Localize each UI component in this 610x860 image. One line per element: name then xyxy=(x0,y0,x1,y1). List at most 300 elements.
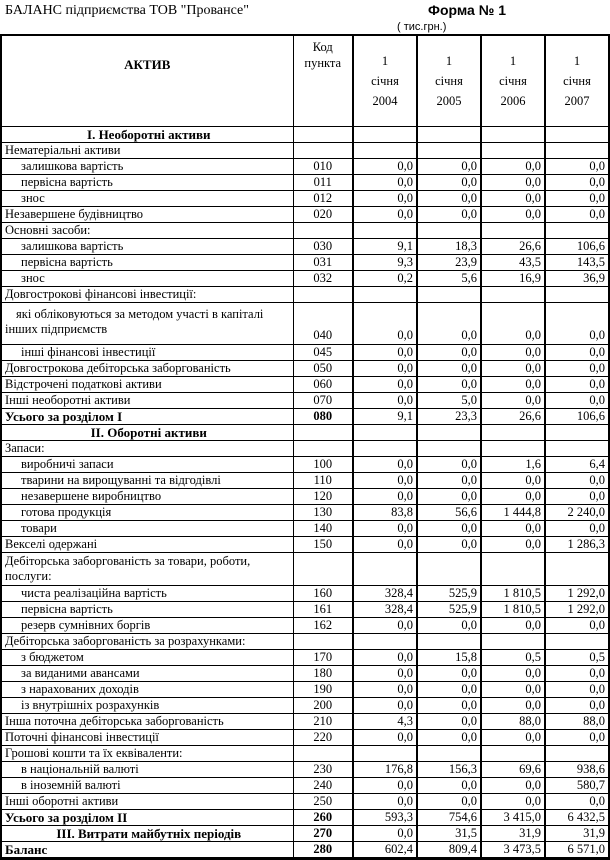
row-label: залишкова вартість xyxy=(1,239,293,255)
row-value-2006 xyxy=(481,223,545,239)
date-day: 1 xyxy=(509,54,517,68)
row-value-2004: 0,0 xyxy=(353,778,417,794)
table-row-280 xyxy=(1,842,609,859)
table-row-030 xyxy=(1,239,609,255)
row-label: Незавершене будівництво xyxy=(1,207,293,223)
row-value-2004: 9,3 xyxy=(353,255,417,271)
row-value-2004: 0,0 xyxy=(353,618,417,634)
code-header-line2: пункта xyxy=(304,56,342,70)
row-code: 030 xyxy=(293,239,353,255)
row-value-2007: 2 240,0 xyxy=(545,505,609,521)
row-value-2005: 0,0 xyxy=(417,666,481,682)
row-label: Дебіторська заборгованість за товари, роботи, послуги: xyxy=(1,553,293,586)
row-value-2006: 0,0 xyxy=(481,489,545,505)
row-value-2007 xyxy=(545,425,609,441)
row-code: 180 xyxy=(293,666,353,682)
table-header-row xyxy=(1,35,609,127)
date-year: 2005 xyxy=(436,94,462,108)
row-value-2005: 0,0 xyxy=(417,489,481,505)
row-value-2004: 0,0 xyxy=(353,794,417,810)
row-value-2006 xyxy=(481,441,545,457)
row-value-2005: 0,0 xyxy=(417,714,481,730)
row-value-2004 xyxy=(353,143,417,159)
row-label: залишкова вартість xyxy=(1,159,293,175)
row-value-2005: 156,3 xyxy=(417,762,481,778)
row-value-2006 xyxy=(481,634,545,650)
row-value-2005: 0,0 xyxy=(417,698,481,714)
table-row xyxy=(1,143,609,159)
row-label: готова продукція xyxy=(1,505,293,521)
row-value-2004: 0,0 xyxy=(353,650,417,666)
row-value-2007: 6 432,5 xyxy=(545,810,609,826)
row-label: знос xyxy=(1,191,293,207)
table-row-180 xyxy=(1,666,609,682)
row-value-2005: 5,0 xyxy=(417,393,481,409)
table-row xyxy=(1,634,609,650)
row-value-2006: 16,9 xyxy=(481,271,545,287)
row-value-2004 xyxy=(353,127,417,143)
row-value-2007: 0,0 xyxy=(545,794,609,810)
row-value-2007: 0,0 xyxy=(545,698,609,714)
table-row-031 xyxy=(1,255,609,271)
row-value-2004: 9,1 xyxy=(353,239,417,255)
row-label: первісна вартість xyxy=(1,602,293,618)
row-value-2007: 0,0 xyxy=(545,303,609,345)
row-value-2007: 106,6 xyxy=(545,239,609,255)
row-label: Основні засоби: xyxy=(1,223,293,239)
row-value-2004: 0,0 xyxy=(353,698,417,714)
row-value-2006: 26,6 xyxy=(481,239,545,255)
row-value-2006: 0,0 xyxy=(481,521,545,537)
row-value-2004: 0,0 xyxy=(353,191,417,207)
row-value-2005: 0,0 xyxy=(417,345,481,361)
row-value-2005: 31,5 xyxy=(417,826,481,842)
row-value-2004 xyxy=(353,441,417,457)
table-row-110 xyxy=(1,473,609,489)
row-code: 080 xyxy=(293,409,353,425)
table-row-260 xyxy=(1,810,609,826)
row-value-2005: 0,0 xyxy=(417,207,481,223)
row-label: первісна вартість xyxy=(1,255,293,271)
row-value-2004: 0,0 xyxy=(353,159,417,175)
row-code: 162 xyxy=(293,618,353,634)
row-label: Довгострокова дебіторська заборгованість xyxy=(1,361,293,377)
date-day: 1 xyxy=(573,54,581,68)
row-value-2005 xyxy=(417,223,481,239)
row-value-2005: 0,0 xyxy=(417,377,481,393)
row-value-2007: 88,0 xyxy=(545,714,609,730)
row-value-2004 xyxy=(353,553,417,586)
row-value-2006: 0,0 xyxy=(481,778,545,794)
row-code: 070 xyxy=(293,393,353,409)
table-row-020 xyxy=(1,207,609,223)
row-code: 031 xyxy=(293,255,353,271)
row-code: 120 xyxy=(293,489,353,505)
row-value-2006: 1 810,5 xyxy=(481,586,545,602)
row-label: Запаси: xyxy=(1,441,293,457)
row-label: в національній валюті xyxy=(1,762,293,778)
units-label: ( тис.грн.) xyxy=(397,21,447,33)
date-column-header-2007 xyxy=(545,35,609,127)
date-column-header-2006 xyxy=(481,35,545,127)
row-value-2007: 1 286,3 xyxy=(545,537,609,553)
row-value-2005: 18,3 xyxy=(417,239,481,255)
row-value-2005 xyxy=(417,553,481,586)
row-value-2007: 0,0 xyxy=(545,175,609,191)
balance-table xyxy=(0,34,610,860)
row-label: за виданими авансами xyxy=(1,666,293,682)
row-label: Баланс xyxy=(1,842,293,859)
row-value-2006: 0,0 xyxy=(481,537,545,553)
row-value-2004: 0,0 xyxy=(353,303,417,345)
date-column-header-2005 xyxy=(417,35,481,127)
row-value-2006: 0,0 xyxy=(481,730,545,746)
table-row-130 xyxy=(1,505,609,521)
row-label: товари xyxy=(1,521,293,537)
row-value-2007: 0,0 xyxy=(545,666,609,682)
row-code: 220 xyxy=(293,730,353,746)
row-value-2007: 0,0 xyxy=(545,191,609,207)
row-label: Векселі одержані xyxy=(1,537,293,553)
row-code: 010 xyxy=(293,159,353,175)
row-value-2007: 36,9 xyxy=(545,271,609,287)
row-value-2004 xyxy=(353,223,417,239)
code-header-line1: Код xyxy=(312,40,333,54)
table-row xyxy=(1,287,609,303)
row-value-2007: 1 292,0 xyxy=(545,602,609,618)
row-code xyxy=(293,425,353,441)
row-code: 140 xyxy=(293,521,353,537)
row-value-2004: 0,0 xyxy=(353,345,417,361)
row-value-2006: 0,0 xyxy=(481,666,545,682)
row-label: інші фінансові інвестиції xyxy=(1,345,293,361)
table-row xyxy=(1,441,609,457)
row-value-2006: 88,0 xyxy=(481,714,545,730)
row-value-2006: 0,0 xyxy=(481,175,545,191)
table-row-045 xyxy=(1,345,609,361)
row-label: Дебіторська заборгованість за розрахунками: xyxy=(1,634,293,650)
row-value-2005: 15,8 xyxy=(417,650,481,666)
row-label: Інші необоротні активи xyxy=(1,393,293,409)
row-label: виробничі запаси xyxy=(1,457,293,473)
row-label: Усього за розділом I xyxy=(1,409,293,425)
row-value-2006: 0,0 xyxy=(481,618,545,634)
row-label: знос xyxy=(1,271,293,287)
row-code: 230 xyxy=(293,762,353,778)
row-code: 040 xyxy=(293,303,353,345)
row-code: 160 xyxy=(293,586,353,602)
row-code: 240 xyxy=(293,778,353,794)
row-value-2007 xyxy=(545,746,609,762)
row-label: в іноземній валюті xyxy=(1,778,293,794)
row-value-2005 xyxy=(417,441,481,457)
date-month: січня xyxy=(435,74,463,88)
row-value-2005 xyxy=(417,287,481,303)
row-value-2007 xyxy=(545,287,609,303)
table-row-160 xyxy=(1,586,609,602)
table-row-012 xyxy=(1,191,609,207)
row-value-2006 xyxy=(481,143,545,159)
row-code: 280 xyxy=(293,842,353,859)
row-value-2007 xyxy=(545,553,609,586)
row-value-2007: 0,0 xyxy=(545,377,609,393)
row-code: 200 xyxy=(293,698,353,714)
table-row-070 xyxy=(1,393,609,409)
row-label: незавершене виробництво xyxy=(1,489,293,505)
row-label: III. Витрати майбутніх періодів xyxy=(1,826,293,842)
row-value-2006: 0,0 xyxy=(481,473,545,489)
row-value-2006: 0,0 xyxy=(481,393,545,409)
row-code: 110 xyxy=(293,473,353,489)
table-row-150 xyxy=(1,537,609,553)
row-value-2005: 0,0 xyxy=(417,794,481,810)
row-code xyxy=(293,223,353,239)
row-label: I. Необоротні активи xyxy=(1,127,293,143)
table-row-250 xyxy=(1,794,609,810)
date-day: 1 xyxy=(445,54,453,68)
row-value-2004: 593,3 xyxy=(353,810,417,826)
row-value-2004: 0,0 xyxy=(353,207,417,223)
row-value-2005 xyxy=(417,634,481,650)
row-value-2007: 0,0 xyxy=(545,361,609,377)
document-title: БАЛАНС підприємства ТОВ "Провансе" xyxy=(5,3,249,18)
row-value-2006: 69,6 xyxy=(481,762,545,778)
row-code: 190 xyxy=(293,682,353,698)
date-column-header-2004 xyxy=(353,35,417,127)
row-value-2007: 0,5 xyxy=(545,650,609,666)
row-value-2004: 176,8 xyxy=(353,762,417,778)
row-value-2006: 43,5 xyxy=(481,255,545,271)
row-label: первісна вартість xyxy=(1,175,293,191)
row-value-2006: 3 473,5 xyxy=(481,842,545,859)
row-value-2004: 0,0 xyxy=(353,175,417,191)
table-row-060 xyxy=(1,377,609,393)
row-code: 130 xyxy=(293,505,353,521)
row-code xyxy=(293,634,353,650)
row-value-2006 xyxy=(481,127,545,143)
row-value-2005: 0,0 xyxy=(417,159,481,175)
row-value-2007: 6 571,0 xyxy=(545,842,609,859)
row-value-2005: 0,0 xyxy=(417,682,481,698)
row-code: 045 xyxy=(293,345,353,361)
row-code: 250 xyxy=(293,794,353,810)
row-value-2006: 31,9 xyxy=(481,826,545,842)
row-code: 012 xyxy=(293,191,353,207)
row-value-2005: 0,0 xyxy=(417,618,481,634)
row-value-2006: 1 444,8 xyxy=(481,505,545,521)
row-value-2005: 0,0 xyxy=(417,457,481,473)
row-code: 260 xyxy=(293,810,353,826)
row-code xyxy=(293,553,353,586)
row-value-2005 xyxy=(417,746,481,762)
row-value-2004: 83,8 xyxy=(353,505,417,521)
row-value-2005: 23,9 xyxy=(417,255,481,271)
table-row-162 xyxy=(1,618,609,634)
row-code xyxy=(293,143,353,159)
row-value-2007: 0,0 xyxy=(545,618,609,634)
row-value-2004: 0,0 xyxy=(353,537,417,553)
date-day: 1 xyxy=(381,54,389,68)
row-value-2004: 0,0 xyxy=(353,730,417,746)
row-value-2005: 0,0 xyxy=(417,303,481,345)
row-value-2006 xyxy=(481,425,545,441)
row-value-2006 xyxy=(481,553,545,586)
row-value-2004: 328,4 xyxy=(353,602,417,618)
date-month: січня xyxy=(371,74,399,88)
row-value-2006: 26,6 xyxy=(481,409,545,425)
row-value-2005: 23,3 xyxy=(417,409,481,425)
row-code xyxy=(293,287,353,303)
row-value-2005: 809,4 xyxy=(417,842,481,859)
table-row-120 xyxy=(1,489,609,505)
row-value-2006 xyxy=(481,746,545,762)
row-value-2007: 938,6 xyxy=(545,762,609,778)
row-code: 032 xyxy=(293,271,353,287)
row-value-2006: 0,5 xyxy=(481,650,545,666)
row-value-2004: 0,0 xyxy=(353,682,417,698)
row-value-2004: 602,4 xyxy=(353,842,417,859)
row-label: тварини на вирощуванні та відгодівлі xyxy=(1,473,293,489)
row-label: Грошові кошти та їх еквіваленти: xyxy=(1,746,293,762)
row-value-2007: 0,0 xyxy=(545,159,609,175)
row-value-2006: 0,0 xyxy=(481,191,545,207)
table-row-200 xyxy=(1,698,609,714)
table-row-240 xyxy=(1,778,609,794)
date-year: 2006 xyxy=(500,94,526,108)
row-value-2005: 525,9 xyxy=(417,586,481,602)
table-row xyxy=(1,553,609,586)
table-row-140 xyxy=(1,521,609,537)
date-month: січня xyxy=(563,74,591,88)
row-value-2007 xyxy=(545,634,609,650)
row-value-2007: 0,0 xyxy=(545,207,609,223)
row-value-2005: 0,0 xyxy=(417,537,481,553)
row-label: Відстрочені податкові активи xyxy=(1,377,293,393)
row-value-2007 xyxy=(545,127,609,143)
row-code: 270 xyxy=(293,826,353,842)
aktiv-column-header: АКТИВ xyxy=(1,35,293,127)
row-label: Інша поточна дебіторська заборгованість xyxy=(1,714,293,730)
table-row xyxy=(1,746,609,762)
table-row-050 xyxy=(1,361,609,377)
date-year: 2004 xyxy=(372,94,398,108)
row-value-2007: 0,0 xyxy=(545,682,609,698)
row-label: Нематеріальні активи xyxy=(1,143,293,159)
table-row-270 xyxy=(1,826,609,842)
row-value-2004 xyxy=(353,425,417,441)
row-value-2005: 0,0 xyxy=(417,473,481,489)
row-value-2004 xyxy=(353,634,417,650)
row-value-2005: 525,9 xyxy=(417,602,481,618)
row-value-2004: 0,0 xyxy=(353,361,417,377)
table-row-032 xyxy=(1,271,609,287)
row-value-2006: 0,0 xyxy=(481,207,545,223)
row-code: 100 xyxy=(293,457,353,473)
row-value-2006: 0,0 xyxy=(481,361,545,377)
row-label: II. Оборотні активи xyxy=(1,425,293,441)
form-number-label: Форма № 1 xyxy=(428,2,506,18)
row-value-2006: 1,6 xyxy=(481,457,545,473)
row-value-2007 xyxy=(545,143,609,159)
row-value-2005 xyxy=(417,143,481,159)
row-value-2006: 0,0 xyxy=(481,377,545,393)
row-value-2005: 0,0 xyxy=(417,778,481,794)
row-value-2004 xyxy=(353,746,417,762)
row-label: з нарахованих доходів xyxy=(1,682,293,698)
row-value-2006 xyxy=(481,287,545,303)
table-row-040 xyxy=(1,303,609,345)
row-value-2006: 0,0 xyxy=(481,682,545,698)
row-value-2007: 0,0 xyxy=(545,473,609,489)
row-label: які обліковуються за методом участі в капіталі інших підприємств xyxy=(1,303,293,345)
row-code xyxy=(293,746,353,762)
row-value-2007: 143,5 xyxy=(545,255,609,271)
table-row xyxy=(1,223,609,239)
row-value-2007: 0,0 xyxy=(545,393,609,409)
row-value-2005: 56,6 xyxy=(417,505,481,521)
table-row xyxy=(1,127,609,143)
table-row-230 xyxy=(1,762,609,778)
date-month: січня xyxy=(499,74,527,88)
row-value-2006: 0,0 xyxy=(481,303,545,345)
row-value-2006: 3 415,0 xyxy=(481,810,545,826)
row-value-2005: 0,0 xyxy=(417,730,481,746)
row-value-2005: 0,0 xyxy=(417,361,481,377)
row-value-2007: 580,7 xyxy=(545,778,609,794)
row-value-2004: 4,3 xyxy=(353,714,417,730)
balance-table-body xyxy=(1,127,609,859)
row-code: 170 xyxy=(293,650,353,666)
code-column-header xyxy=(293,35,353,127)
row-value-2007 xyxy=(545,441,609,457)
row-value-2004: 0,0 xyxy=(353,489,417,505)
row-value-2005: 0,0 xyxy=(417,521,481,537)
row-value-2007: 0,0 xyxy=(545,345,609,361)
table-row-210 xyxy=(1,714,609,730)
row-label: з бюджетом xyxy=(1,650,293,666)
row-value-2007: 6,4 xyxy=(545,457,609,473)
row-value-2007: 31,9 xyxy=(545,826,609,842)
row-value-2004 xyxy=(353,287,417,303)
table-row-100 xyxy=(1,457,609,473)
row-value-2005: 754,6 xyxy=(417,810,481,826)
row-label: Інші оборотні активи xyxy=(1,794,293,810)
row-label: резерв сумнівних боргів xyxy=(1,618,293,634)
table-row-161 xyxy=(1,602,609,618)
table-row-080 xyxy=(1,409,609,425)
row-value-2004: 0,0 xyxy=(353,521,417,537)
row-value-2005: 0,0 xyxy=(417,191,481,207)
row-value-2004: 0,0 xyxy=(353,393,417,409)
row-code: 060 xyxy=(293,377,353,393)
row-value-2006: 0,0 xyxy=(481,794,545,810)
row-value-2004: 9,1 xyxy=(353,409,417,425)
row-code: 011 xyxy=(293,175,353,191)
row-value-2004: 0,0 xyxy=(353,457,417,473)
row-value-2006: 0,0 xyxy=(481,159,545,175)
table-row-011 xyxy=(1,175,609,191)
row-label: із внутрішніх розрахунків xyxy=(1,698,293,714)
table-row-190 xyxy=(1,682,609,698)
row-code: 210 xyxy=(293,714,353,730)
row-code: 050 xyxy=(293,361,353,377)
row-value-2007: 0,0 xyxy=(545,521,609,537)
table-row-220 xyxy=(1,730,609,746)
row-code: 161 xyxy=(293,602,353,618)
row-value-2007 xyxy=(545,223,609,239)
row-label: чиста реалізаційна вартість xyxy=(1,586,293,602)
row-value-2007: 106,6 xyxy=(545,409,609,425)
